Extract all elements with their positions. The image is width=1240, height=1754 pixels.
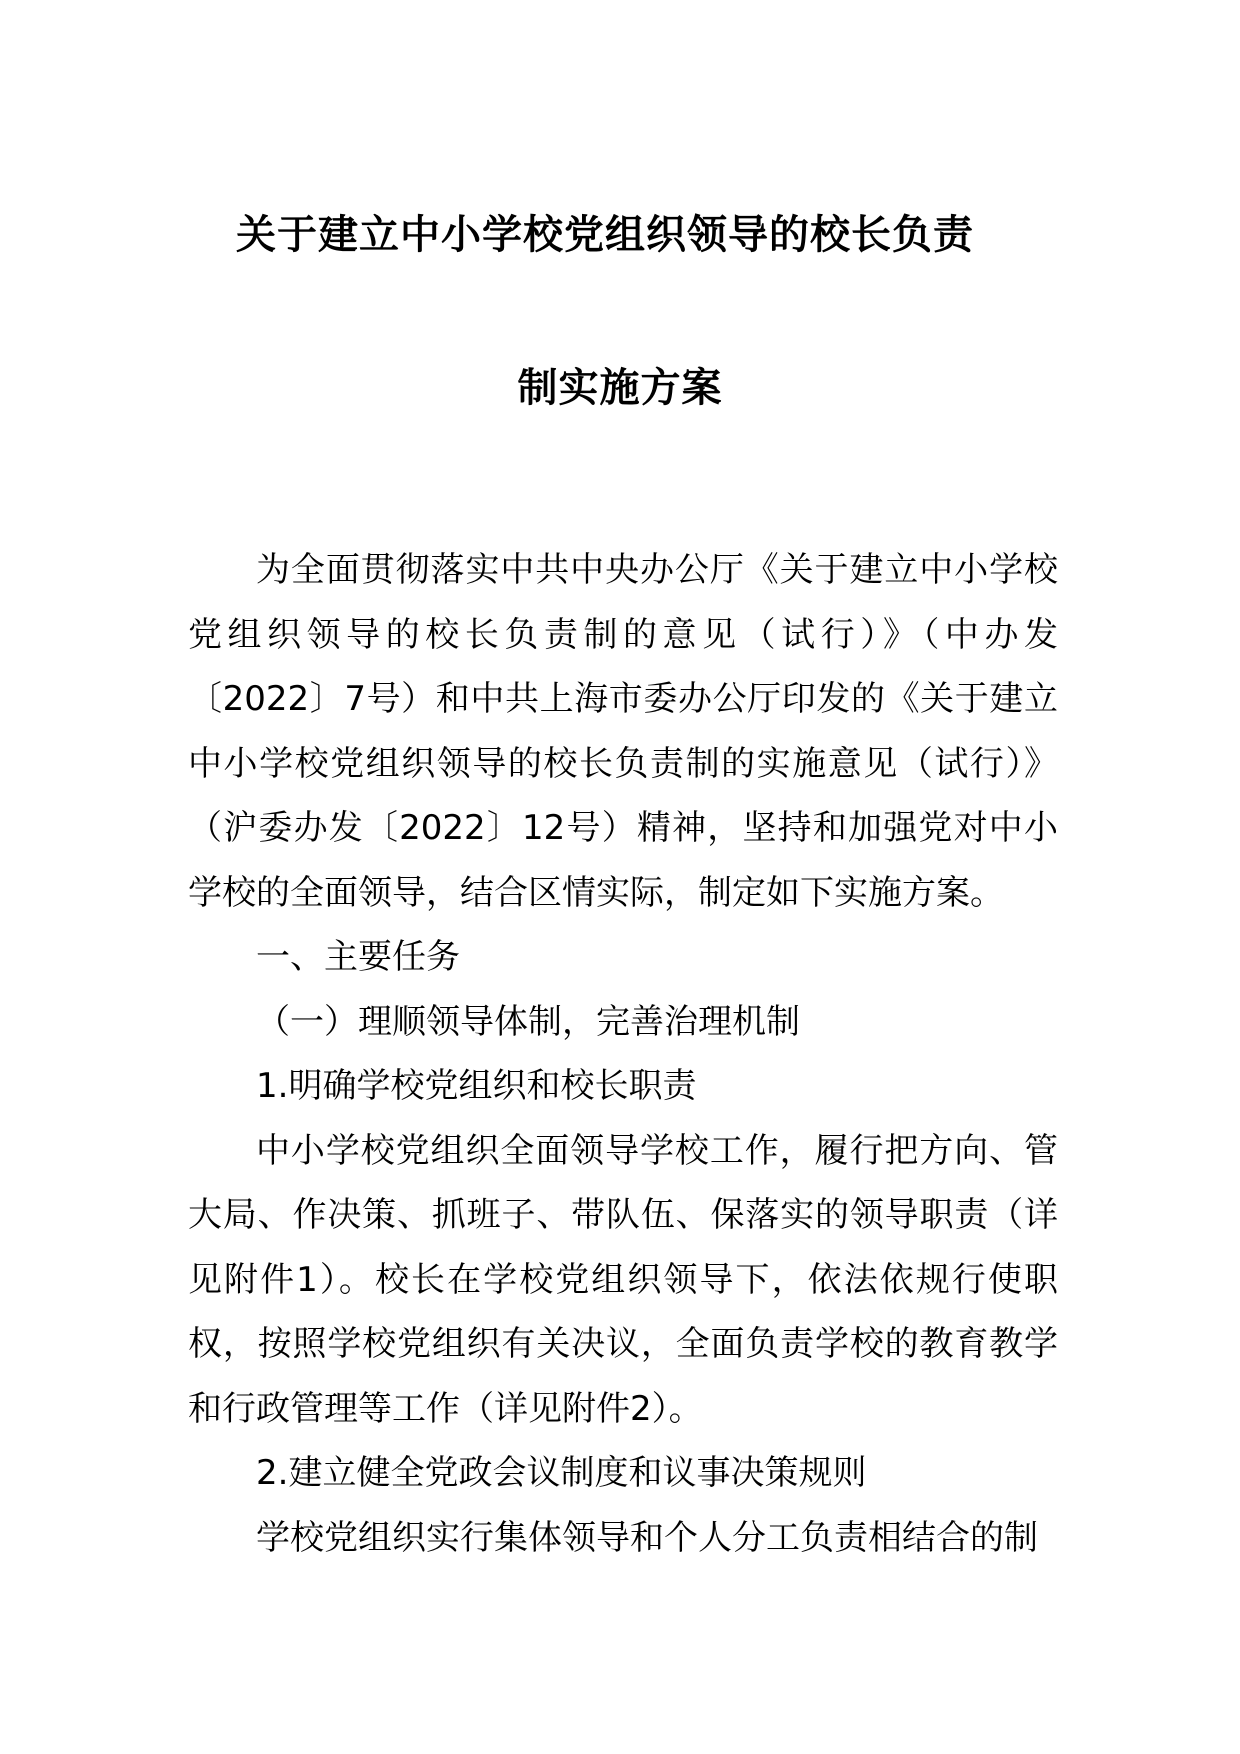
- paragraph-duties: 中小学校党组织全面领导学校工作，履行把方向、管大局、作决策、抓班子、带队伍、保落实的领导职责（详见附件1）。校长在学校党组织领导下，依法依规行使职权，按照学校党组织有关决议，全面负责学校的教育教学和行政管理等工作（详见附件2）。: [188, 1130, 1058, 1429]
- section-heading-main-tasks: 一、主要任务: [256, 937, 460, 977]
- paragraph-intro: 为全面贯彻落实中共中央办公厅《关于建立中小学校党组织领导的校长负责制的意见（试行）》（中办发〔2022〕7号）和中共上海市委办公厅印发的《关于建立中小学校党组织领导的校长负责制的实施意见（试行）》（沪委办发〔2022〕12号）精神，坚持和加强党对中小学校的全面领导，结合区情实际，制定如下实施方案。: [188, 550, 1058, 913]
- subsection-heading-1: （一）理顺领导体制，完善治理机制: [256, 1001, 800, 1042]
- document-title-line-2: 制实施方案: [517, 365, 723, 411]
- item-heading-2: 2.建立健全党政会议制度和议事决策规则: [256, 1453, 867, 1493]
- item-heading-1: 1.明确学校党组织和校长职责: [256, 1066, 697, 1106]
- document-body: [188, 538, 1058, 1570]
- document-title-line-1: 关于建立中小学校党组织领导的校长负责: [236, 212, 974, 258]
- paragraph-collective-leadership: 学校党组织实行集体领导和个人分工负责相结合的制: [256, 1517, 1038, 1558]
